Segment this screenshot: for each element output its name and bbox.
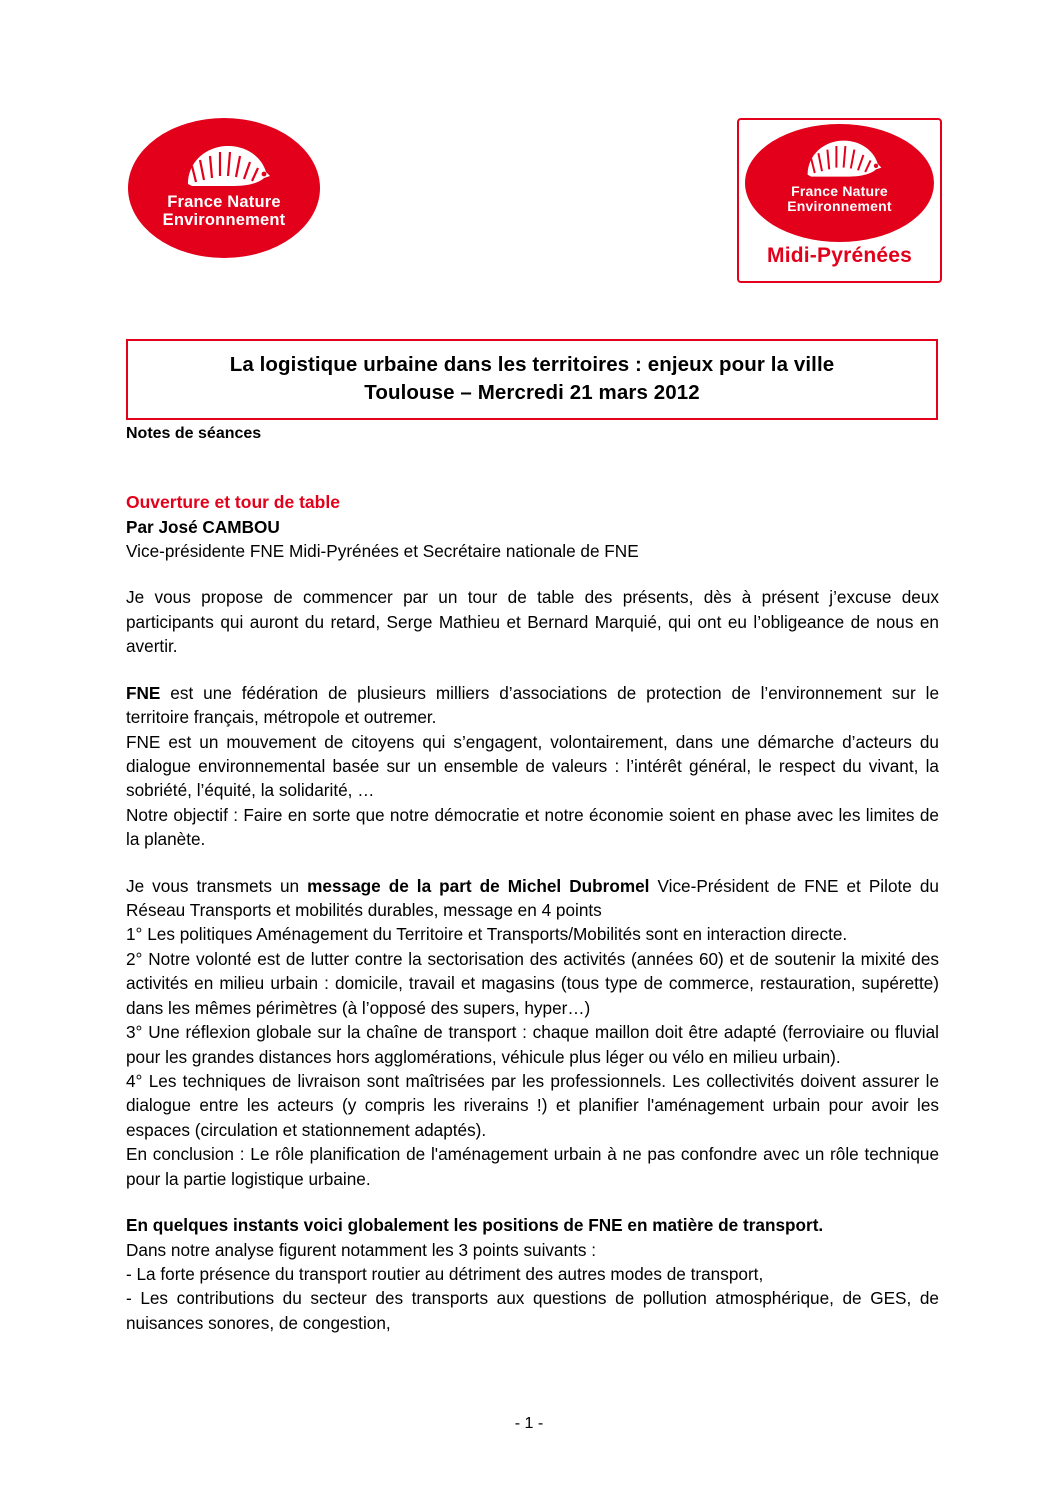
list-item-bullet-2: - Les contributions du secteur des transports aux questions de pollution atmosphérique, de GES, de nuisances sonores, de congestion, bbox=[126, 1288, 939, 1333]
fne-definition-text: est une fédération de plusieurs milliers d’associations de protection de l’environnement sur le territoire français, métropole et outremer. bbox=[126, 682, 939, 728]
section-role: Vice-présidente FNE Midi-Pyrénées et Secrétaire nationale de FNE bbox=[126, 540, 639, 561]
document-title-box bbox=[126, 339, 938, 420]
logo-left-line1: France Nature bbox=[167, 193, 281, 211]
hedgehog-icon bbox=[168, 132, 280, 192]
paragraph-point-3: 3° Une réflexion globale sur la chaîne de transport : chaque maillon doit être adapté (ferroviaire ou fluvial pour les grandes distances hors agglomérations, véhicule plus léger ou vélo en milieu urbain). bbox=[126, 1022, 939, 1067]
fne-acronym: FNE bbox=[126, 682, 161, 703]
logo-right-line1: France Nature bbox=[791, 183, 888, 199]
logo-left-line2: Environnement bbox=[162, 210, 286, 229]
paragraph-positions-heading: En quelques instants voici globalement les positions de FNE en matière de transport. bbox=[126, 1215, 824, 1236]
paragraph-analyse: Dans notre analyse figurent notamment les 3 points suivants : bbox=[126, 1239, 597, 1260]
page-number: - 1 - bbox=[514, 1415, 544, 1432]
logo-right-text bbox=[739, 184, 940, 214]
message-author: message de la part de Michel Dubromel bbox=[307, 875, 650, 896]
paragraph-point-1: 1° Les politiques Aménagement du Territoire et Transports/Mobilités sont en interaction directe. bbox=[126, 924, 848, 945]
title-line-1: La logistique urbaine dans les territoires : enjeux pour la ville bbox=[229, 353, 835, 376]
paragraph-point-2: 2° Notre volonté est de lutter contre la sectorisation des activités (années 60) et de soutenir la mixité des activités en milieu urbain : domicile, travail et magasins (tous type de commerce, restauration, supérette) dans les mêmes périmètres (à l’opposé des supers, hyper…) bbox=[126, 948, 939, 1018]
page-footer bbox=[0, 1415, 1058, 1433]
paragraph-point-4: 4° Les techniques de livraison sont maîtrisées par les professionnels. Les collectivités doivent assurer le dialogue entre les acteurs (y compris les riverains !) et planifier l'aménagement urbain pour avoir les espaces (circulation et stationnement adaptés). bbox=[126, 1071, 939, 1140]
hedgehog-icon bbox=[788, 128, 892, 182]
logo-right-line2: Environnement bbox=[787, 198, 892, 215]
message-role: Vice-Président de FNE et Pilote du Réseau Transports et mobilités durables, message en 4 points bbox=[126, 875, 939, 921]
document-body bbox=[126, 423, 939, 1335]
paragraph-fne-mouvement: FNE est un mouvement de citoyens qui s’engagent, volontairement, dans une démarche d’acteurs du dialogue environnemental basée sur un ensemble de valeurs : l’intérêt général, le respect du vivant, la sobriété, l’équité, la solidarité, … bbox=[126, 731, 939, 801]
logo-fne-midi-pyrenees bbox=[737, 118, 942, 283]
title-line-2: Toulouse – Mercredi 21 mars 2012 bbox=[364, 380, 700, 404]
section-author: Par José CAMBOU bbox=[126, 516, 280, 537]
list-item-bullet-1: - La forte présence du transport routier au détriment des autres modes de transport, bbox=[126, 1263, 764, 1284]
notes-label: Notes de séances bbox=[126, 425, 262, 442]
paragraph-intro: Je vous propose de commencer par un tour de table des présents, dès à présent j’excuse deux participants qui auront du retard, Serge Mathieu et Bernard Marquié, qui ont eu l’obligeance de nous en avertir. bbox=[126, 587, 939, 657]
logo-left-text bbox=[128, 194, 320, 230]
paragraph-fne-definition bbox=[126, 681, 939, 730]
paragraph-objectif: Notre objectif : Faire en sorte que notre démocratie et notre économie soient en phase avec les limites de la planète. bbox=[126, 804, 939, 850]
logo-region-label: Midi-Pyrénées bbox=[767, 244, 912, 267]
logo-france-nature-environnement bbox=[128, 118, 320, 258]
message-intro: Je vous transmets un bbox=[126, 875, 308, 896]
paragraph-conclusion: En conclusion : Le rôle planification de l'aménagement urbain à ne pas confondre avec un rôle technique pour la partie logistique urbaine. bbox=[126, 1144, 939, 1189]
logo-row bbox=[0, 118, 1058, 298]
section-heading: Ouverture et tour de table bbox=[126, 491, 340, 512]
paragraph-message bbox=[126, 874, 939, 923]
